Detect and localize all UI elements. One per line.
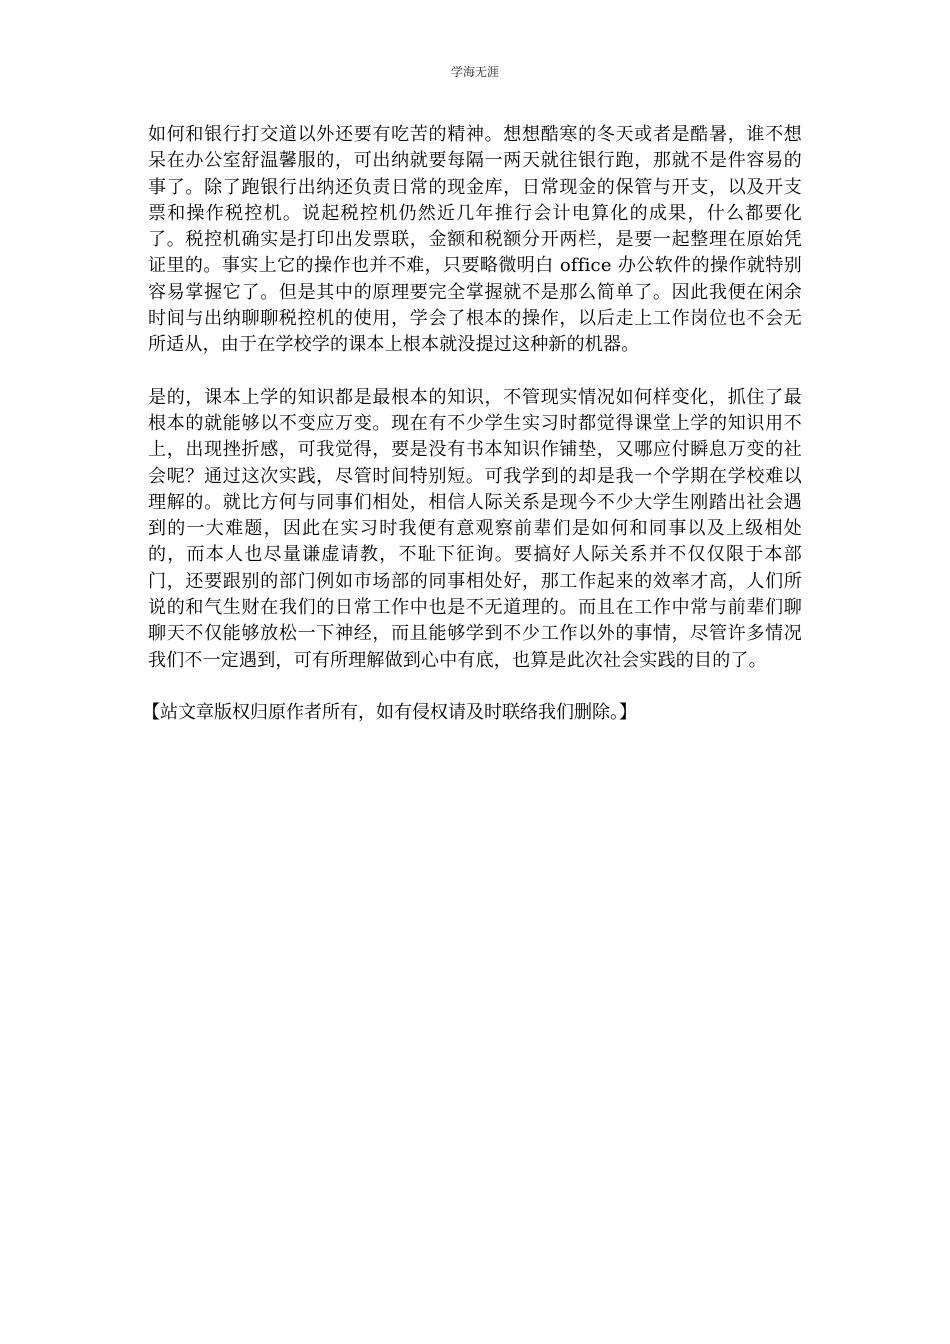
- copyright-notice: 【站文章版权归原作者所有，如有侵权请及时联络我们删除。】: [142, 701, 637, 723]
- header-title: 学海无涯: [450, 65, 499, 79]
- paragraph-1: 如何和银行打交道以外还要有吃苦的精神。想想酷寒的冬天或者是酷暑，谁不想呆在办公室舒温馨服的，可出纳就要每隔一两天就往银行跑，那就不是件容易的事了。除了跑银行出纳还负责日常的现金库，日常现金的保管与开支，以及开支票和操作税控机。说起税控机仍然近几年推行会计电算化的成果，什么都要化了。税控机确实是打印出发票联，金额和税额分开两栏，是要一起整理在原始凭证里的。事实上它的操作也并不难，只要略微明白 office 办公软件的操作就特别容易掌握它了。但是其中的原理要完全掌握就不是那么简单了。因此我便在闲余时间与出纳聊聊税控机的使用，学会了根本的操作，以后走上工作岗位也不会无所适从，由于在学校学的课本上根本就没提过这种新的机器。: [148, 124, 802, 356]
- paragraph-2: 是的，课本上学的知识都是最根本的知识，不管现实情况如何样变化，抓住了最根本的就能够以不变应万变。现在有不少学生实习时都觉得课堂上学的知识用不上，出现挫折感，可我觉得，要是没有书本知识作铺垫，又哪应付瞬息万变的社会呢？通过这次实践，尽管时间特别短。可我学到的却是我一个学期在学校难以理解的。就比方何与同事们相处，相信人际关系是现今不少大学生刚踏出社会遇到的一大难题，因此在实习时我便有意观察前辈们是如何和同事以及上级相处的，而本人也尽量谦虚请教，不耻下征询。要搞好人际关系并不仅仅限于本部门，还要跟别的部门例如市场部的同事相处好，那工作起来的效率才高，人们所说的和气生财在我们的日常工作中也是不无道理的。而且在工作中常与前辈们聊聊天不仅能够放松一下神经，而且能够学到不少工作以外的事情，尽管许多情况我们不一定遇到，可有所理解做到心中有底，也算是此次社会实践的目的了。: [148, 386, 802, 671]
- document-body: [142, 122, 802, 744]
- page-header: [0, 64, 950, 80]
